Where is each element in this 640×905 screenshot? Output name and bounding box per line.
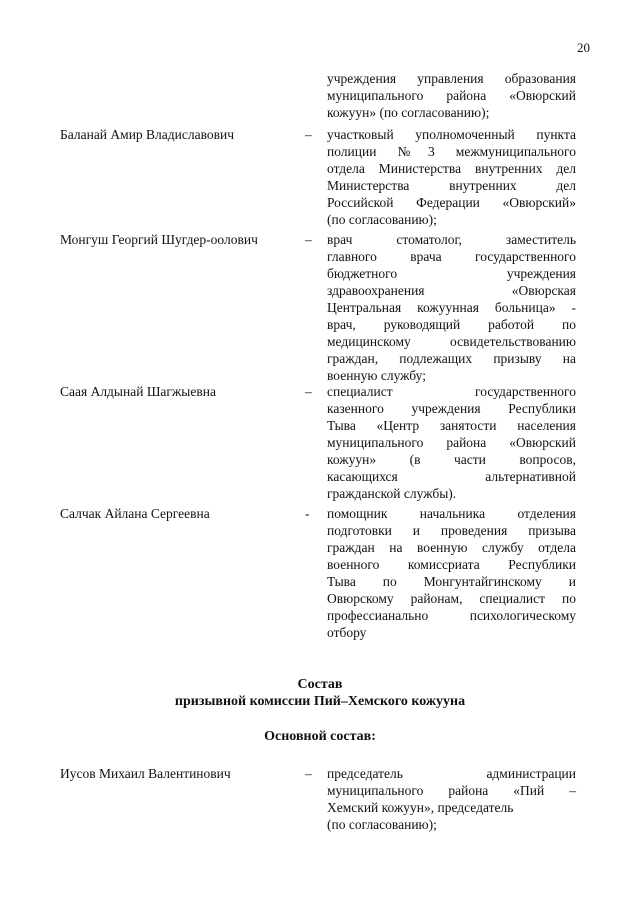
section-subtitle: призывной комиссии Пий–Хемского кожууна xyxy=(174,694,466,709)
member-role-line: гражданской службы). xyxy=(327,486,457,501)
member-name: Саая Алдынай Шагжыевна xyxy=(60,384,216,399)
member-dash: – xyxy=(305,766,312,781)
member-role-line: полиции №3 межмуниципального xyxy=(327,144,576,159)
member-dash: – xyxy=(305,232,312,247)
member-dash: – xyxy=(305,127,312,142)
member-role-line: Тыва по Монгунтайгинскому и xyxy=(327,574,576,589)
member-role-line: подготовки и проведения призыва xyxy=(327,523,576,538)
member-role-line: Хемский кожуун», председатель xyxy=(327,800,514,815)
member-role-line: граждан на военную службу отдела xyxy=(327,540,576,555)
member-role-line: отдела Министерства внутренних дел xyxy=(327,161,576,176)
member-role-line: профессианально психологическому xyxy=(327,608,576,623)
member-role-line: участковый уполномоченный пункта xyxy=(327,127,576,142)
member-role-line: Тыва «Центр занятости населения xyxy=(327,418,576,433)
section-title: Состав xyxy=(297,677,343,692)
member-dash: – xyxy=(305,384,312,399)
member-role-line: муниципального района «Пий – xyxy=(327,783,576,798)
member-role-line: председатель администрации xyxy=(327,766,576,781)
member-role-line: Центральная кожуунная больница» - xyxy=(327,300,576,315)
member-role-line: медицинскому освидетельствованию xyxy=(327,334,576,349)
member-role-line: врач стоматолог, заместитель xyxy=(327,232,576,247)
member-role-line: Овюрскому районам, специалист по xyxy=(327,591,576,606)
member-role-line: помощник начальника отделения xyxy=(327,506,576,521)
member-role-line: казенного учреждения Республики xyxy=(327,401,576,416)
member-name: Иусов Михаил Валентинович xyxy=(60,766,231,781)
member-role-line: Министерства внутренних дел xyxy=(327,178,576,193)
member-role-line: касающихся альтернативной xyxy=(327,469,576,484)
continuation-line: учреждения управления образования xyxy=(327,71,576,86)
member-dash: - xyxy=(305,506,310,521)
continuation-line: кожуун» (по согласованию); xyxy=(327,105,490,120)
member-role-line: здравоохранения «Овюрская xyxy=(327,283,576,298)
member-role-line: кожуун» (в части вопросов, xyxy=(327,452,576,467)
member-role-line: (по согласованию); xyxy=(327,817,437,832)
page-number: 20 xyxy=(577,40,590,55)
member-name: Салчак Айлана Сергеевна xyxy=(60,506,210,521)
member-role-line: (по согласованию); xyxy=(327,212,437,227)
member-role-line: муниципального района «Овюрский xyxy=(327,435,576,450)
member-name: Монгуш Георгий Шугдер-оолович xyxy=(60,232,258,247)
member-role-line: отбору xyxy=(327,625,367,640)
member-role-line: Российской Федерации «Овюрский» xyxy=(327,195,576,210)
member-role-line: специалист государственного xyxy=(327,384,576,399)
member-role-line: главного врача государственного xyxy=(327,249,576,264)
continuation-line: муниципального района «Овюрский xyxy=(327,88,576,103)
member-role-line: врач, руководящий работой по xyxy=(327,317,576,332)
section-subheading: Основной состав: xyxy=(264,729,376,744)
member-role-line: бюджетного учреждения xyxy=(327,266,576,281)
member-role-line: военную службу; xyxy=(327,368,426,383)
member-role-line: граждан, подлежащих призыву на xyxy=(327,351,576,366)
member-name: Баланай Амир Владиславович xyxy=(60,127,235,142)
member-role-line: военного комиссриата Республики xyxy=(327,557,576,572)
